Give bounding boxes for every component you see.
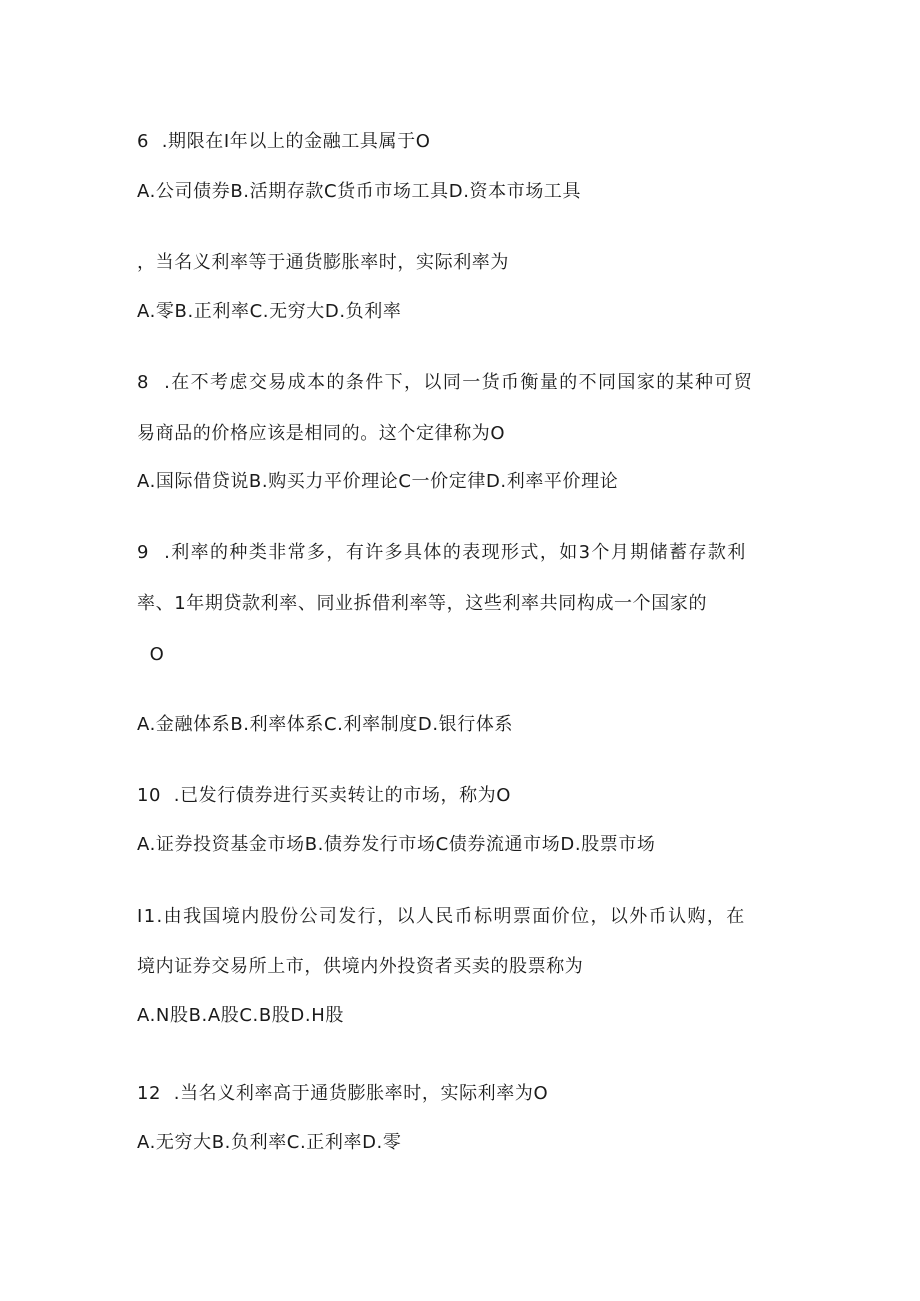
question-11-stem-line-2: 境内证券交易所上市，供境内外投资者买卖的股票称为 <box>137 956 584 977</box>
question-8-stem-line-2: 易商品的价格应该是相同的。这个定律称为O <box>137 423 506 444</box>
question-8-stem-line-1: 8 .在不考虑交易成本的条件下，以同一货币衡量的不同国家的某种可贸 <box>137 372 754 393</box>
question-7-options: A.零B.正利率C.无穷大D.负利率 <box>137 301 402 322</box>
question-9-stem-line-3: O <box>137 644 165 665</box>
question-9-stem-line-1: 9 .利率的种类非常多，有许多具体的表现形式，如3个月期储蓄存款利 <box>137 542 747 563</box>
question-12-stem: 12 .当名义利率高于通货膨胀率时，实际利率为O <box>137 1083 549 1104</box>
question-10-stem: 10 .已发行债券进行买卖转让的市场，称为O <box>137 785 512 806</box>
question-9-stem-line-2: 率、1年期贷款利率、同业拆借利率等，这些利率共同构成一个国家的 <box>137 593 708 614</box>
question-10-options: A.证券投资基金市场B.债券发行市场C债券流通市场D.股票市场 <box>137 834 656 855</box>
question-7-stem: ，当名义利率等于通货膨胀率时，实际利率为 <box>137 252 509 273</box>
question-6-options: A.公司债券B.活期存款C货币市场工具D.资本市场工具 <box>137 181 582 202</box>
question-12-options: A.无穷大B.负利率C.正利率D.零 <box>137 1132 402 1153</box>
question-9-options: A.金融体系B.利率体系C.利率制度D.银行体系 <box>137 714 514 735</box>
question-11-stem-line-1: I1.由我国境内股份公司发行，以人民币标明票面价位，以外币认购，在 <box>137 906 746 927</box>
question-6-stem: 6 .期限在I年以上的金融工具属于O <box>137 131 431 152</box>
question-11-options: A.N股B.A股C.B股D.H股 <box>137 1005 344 1026</box>
question-8-options: A.国际借贷说B.购买力平价理论C一价定律D.利率平价理论 <box>137 471 619 492</box>
